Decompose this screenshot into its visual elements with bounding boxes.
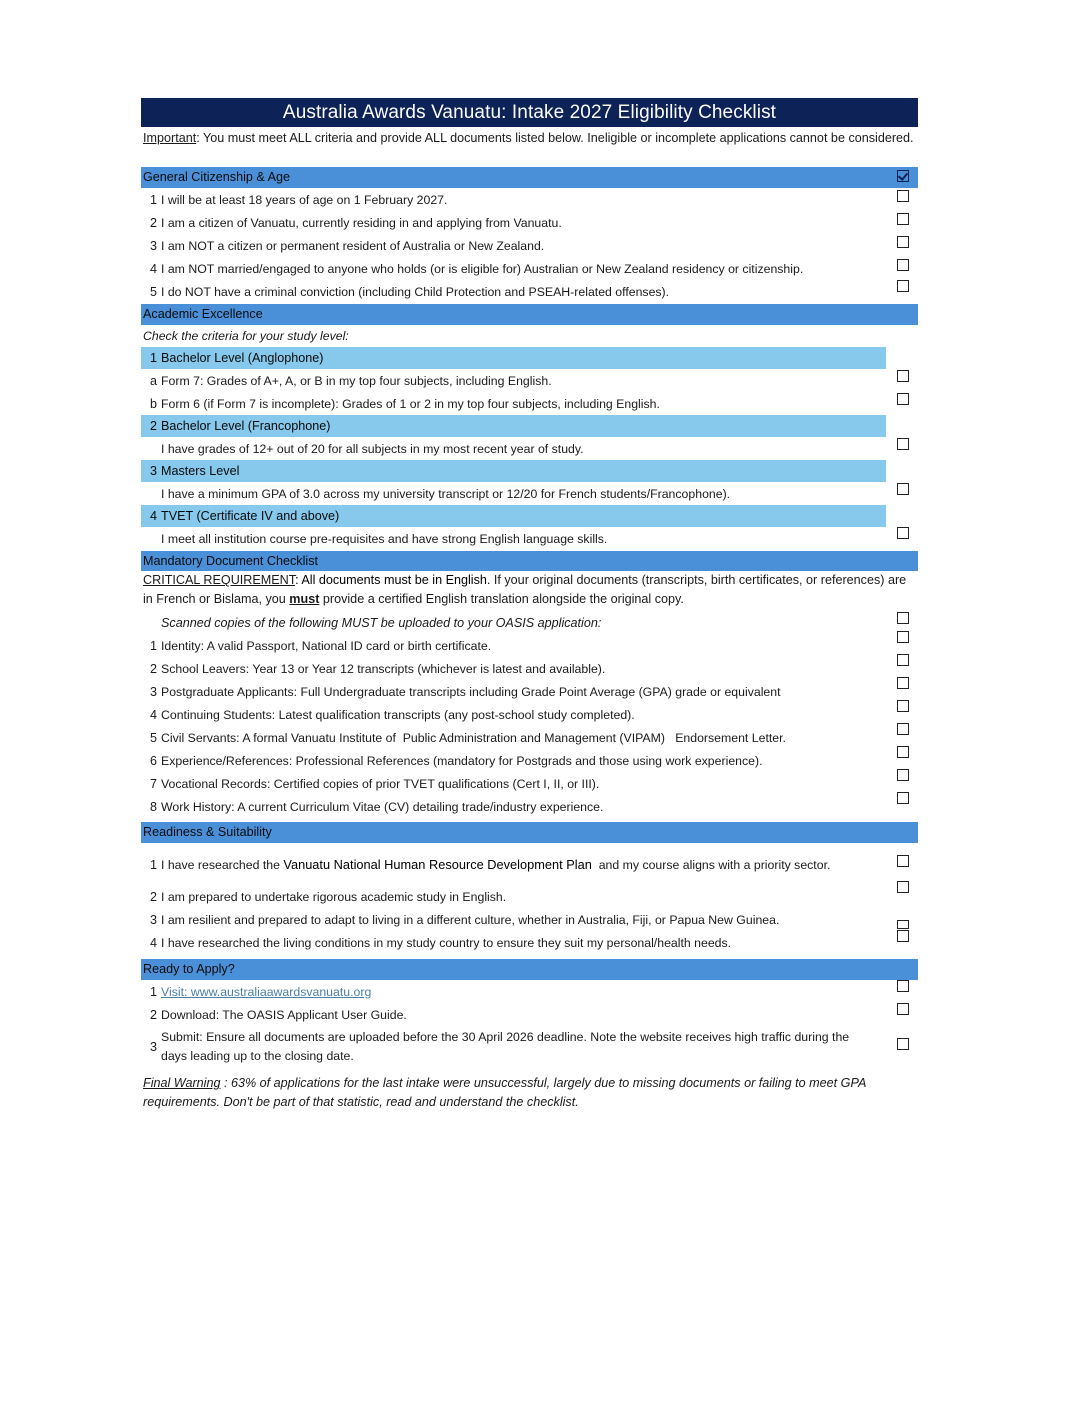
level-number: 4	[149, 509, 157, 523]
checkbox[interactable]	[897, 370, 909, 382]
level-label: Masters Level	[161, 464, 240, 478]
list-item	[141, 211, 918, 234]
checkbox[interactable]	[897, 980, 909, 992]
section-header-academic	[141, 304, 918, 325]
level-header	[141, 505, 886, 527]
item-number: 5	[149, 730, 157, 745]
checkbox[interactable]	[897, 438, 909, 450]
must-emphasis: must	[289, 592, 320, 606]
final-warning-text: : 63% of applications for the last intake were unsuccessful, largely due to missing documents or failing to meet GPA requirements. Don't be part of that statistic, read and understand the checklist.	[143, 1076, 866, 1109]
checkbox[interactable]	[897, 677, 909, 689]
critical-text: . If your original documents (transcripts, birth certificates, or references) are in French or Bislama, you	[143, 573, 907, 606]
list-item	[141, 680, 918, 703]
item-text: I do NOT have a criminal conviction (including Child Protection and PSEAH-related offenses).	[161, 284, 670, 299]
checkbox[interactable]	[897, 723, 909, 735]
list-item	[141, 726, 918, 749]
list-item	[141, 280, 918, 303]
final-warning-label: Final Warning	[143, 1076, 221, 1090]
list-item	[141, 392, 918, 415]
item-text: I have grades of 12+ out of 20 for all subjects in my most recent year of study.	[161, 441, 584, 456]
instruction-text: Check the criteria for your study level:	[143, 329, 349, 343]
item-text: Civil Servants: A formal Vanuatu Institute of Public Administration and Management (VIPAM) Endorsement Letter.	[161, 730, 786, 745]
item-text: Continuing Students: Latest qualification transcripts (any post-school study completed).	[161, 707, 635, 722]
list-item	[141, 437, 918, 460]
item-number: 1	[149, 857, 157, 872]
section-title: Readiness & Suitability	[143, 825, 272, 839]
academic-instruction	[141, 325, 918, 347]
list-item	[141, 527, 918, 551]
item-text: I am resilient and prepared to adapt to living in a different culture, whether in Australia, Fiji, or Papua New Guinea.	[161, 912, 780, 927]
item-text: Submit: Ensure all documents are uploaded before the 30 April 2026 deadline. Note the website receives high traffic during the days leading up to the closing date.	[161, 1030, 850, 1063]
item-text: I have a minimum GPA of 3.0 across my university transcript or 12/20 for French students/Francophone).	[161, 486, 731, 501]
item-number: 4	[149, 935, 157, 950]
item-number: 4	[149, 707, 157, 722]
citizenship-list	[141, 188, 918, 303]
list-item	[141, 657, 918, 680]
checkbox[interactable]	[897, 527, 909, 539]
item-text: School Leavers: Year 13 or Year 12 transcripts (whichever is latest and available).	[161, 661, 606, 676]
item-text: I will be at least 18 years of age on 1 February 2027.	[161, 192, 448, 207]
checkbox[interactable]	[897, 1003, 909, 1015]
list-item	[141, 749, 918, 772]
checkbox[interactable]	[897, 930, 909, 942]
level-header	[141, 347, 886, 369]
list-item	[141, 188, 918, 211]
list-item	[141, 703, 918, 726]
checkbox[interactable]	[897, 881, 909, 893]
list-item	[141, 369, 918, 392]
level-label: TVET (Certificate IV and above)	[161, 509, 340, 523]
checkbox[interactable]	[897, 236, 909, 248]
list-item	[141, 772, 918, 795]
item-text-post: and my course aligns with a priority sector.	[591, 858, 831, 872]
item-number: 1	[149, 638, 157, 653]
item-text: Identity: A valid Passport, National ID card or birth certificate.	[161, 638, 492, 653]
section-header-citizenship	[141, 167, 918, 188]
level-number: 3	[149, 464, 157, 478]
page-title: Australia Awards Vanuatu: Intake 2027 Eligibility Checklist	[141, 98, 918, 127]
item-number: 3	[149, 912, 157, 927]
level-header	[141, 460, 886, 482]
checkbox[interactable]	[897, 259, 909, 271]
section-header-apply	[141, 959, 918, 980]
item-number: 2	[149, 661, 157, 676]
item-number: 3	[149, 1039, 157, 1054]
scanned-note-text: Scanned copies of the following MUST be uploaded to your OASIS application:	[161, 615, 602, 630]
section-title: Mandatory Document Checklist	[143, 554, 318, 568]
item-number: 3	[149, 684, 157, 699]
critical-bold-text: : All documents must be in English	[295, 573, 487, 587]
item-number: 5	[149, 284, 157, 299]
checkbox[interactable]	[897, 631, 909, 643]
checkbox[interactable]	[897, 769, 909, 781]
website-link[interactable]: Visit: www.australiaawardsvanuatu.org	[161, 984, 372, 999]
item-number: 6	[149, 753, 157, 768]
item-number: 2	[149, 1007, 157, 1022]
list-item	[141, 980, 918, 1003]
intro-text: : You must meet ALL criteria and provide ALL documents listed below. Ineligible or incomplete applications cannot be considered.	[196, 131, 914, 145]
critical-label: CRITICAL REQUIREMENT	[143, 573, 296, 587]
section-checkbox-checked[interactable]	[897, 170, 909, 182]
checkbox[interactable]	[897, 1038, 909, 1050]
checkbox[interactable]	[897, 855, 909, 867]
list-item	[141, 1003, 918, 1026]
documents-list	[141, 634, 918, 818]
item-text: I have researched the	[161, 858, 284, 872]
list-item	[141, 931, 918, 954]
list-item	[141, 795, 918, 818]
final-warning	[141, 1068, 918, 1112]
section-title: Academic Excellence	[143, 307, 263, 321]
item-text: Form 7: Grades of A+, A, or B in my top four subjects, including English.	[161, 373, 552, 388]
important-label: Important	[143, 131, 197, 145]
level-number: 1	[149, 351, 157, 365]
section-header-documents	[141, 551, 918, 571]
critical-text-2: provide a certified English translation alongside the original copy.	[319, 592, 684, 606]
checklist-page	[141, 98, 918, 1112]
section-header-readiness	[141, 822, 918, 843]
checkbox[interactable]	[897, 920, 909, 929]
checkbox[interactable]	[897, 213, 909, 225]
item-number: 8	[149, 799, 157, 814]
checkbox[interactable]	[897, 612, 909, 624]
list-item	[141, 234, 918, 257]
item-text: Experience/References: Professional References (mandatory for Postgrads and those using work experience).	[161, 753, 763, 768]
level-number: 2	[149, 419, 157, 433]
item-text: Form 6 (if Form 7 is incomplete): Grades of 1 or 2 in my top four subjects, including English.	[161, 396, 660, 411]
section-title: Ready to Apply?	[143, 962, 235, 976]
item-text: I am NOT a citizen or permanent resident of Australia or New Zealand.	[161, 238, 545, 253]
list-item	[141, 634, 918, 657]
scanned-note	[141, 611, 918, 634]
item-text: I have researched the living conditions in my study country to ensure they suit my personal/health needs.	[161, 935, 732, 950]
item-text: I meet all institution course pre-requisites and have strong English language skills.	[161, 532, 608, 546]
item-text: Work History: A current Curriculum Vitae (CV) detailing trade/industry experience.	[161, 799, 604, 814]
checkbox[interactable]	[897, 792, 909, 804]
list-item	[141, 257, 918, 280]
level-header	[141, 415, 886, 437]
item-number: 4	[149, 261, 157, 276]
checkbox[interactable]	[897, 393, 909, 405]
nhrdp-plan-name: Vanuatu National Human Resource Development Plan	[283, 857, 592, 872]
list-item	[141, 843, 918, 886]
item-text: Postgraduate Applicants: Full Undergraduate transcripts including Grade Point Average (GPA) grade or equivalent	[161, 684, 781, 699]
item-number: 2	[149, 215, 157, 230]
critical-requirement	[141, 571, 918, 611]
list-item	[141, 886, 918, 908]
section-title: General Citizenship & Age	[143, 170, 291, 184]
checkbox[interactable]	[897, 700, 909, 712]
list-item	[141, 482, 918, 505]
item-number: 2	[149, 890, 157, 904]
level-label: Bachelor Level (Francophone)	[161, 419, 331, 433]
item-text: I am prepared to undertake rigorous academic study in English.	[161, 890, 507, 904]
item-text: Download: The OASIS Applicant User Guide.	[161, 1007, 407, 1022]
item-number: 1	[149, 984, 157, 999]
checkbox[interactable]	[897, 190, 909, 202]
checkbox[interactable]	[897, 483, 909, 495]
list-item	[141, 908, 918, 931]
checkbox[interactable]	[897, 746, 909, 758]
item-number: 3	[149, 238, 157, 253]
level-label: Bachelor Level (Anglophone)	[161, 351, 324, 365]
intro-notice	[141, 127, 918, 167]
item-text: I am NOT married/engaged to anyone who holds (or is eligible for) Australian or New Zealand residency or citizenship.	[161, 261, 804, 276]
list-item	[141, 1026, 918, 1068]
item-text: Vocational Records: Certified copies of prior TVET qualifications (Cert I, II, or III).	[161, 776, 600, 791]
item-number: 1	[149, 192, 157, 207]
item-number: b	[149, 396, 157, 411]
item-number: 7	[149, 776, 157, 791]
item-number: a	[149, 373, 157, 388]
item-text: I am a citizen of Vanuatu, currently residing in and applying from Vanuatu.	[161, 215, 562, 230]
checkbox[interactable]	[897, 280, 909, 292]
checkbox[interactable]	[897, 654, 909, 666]
